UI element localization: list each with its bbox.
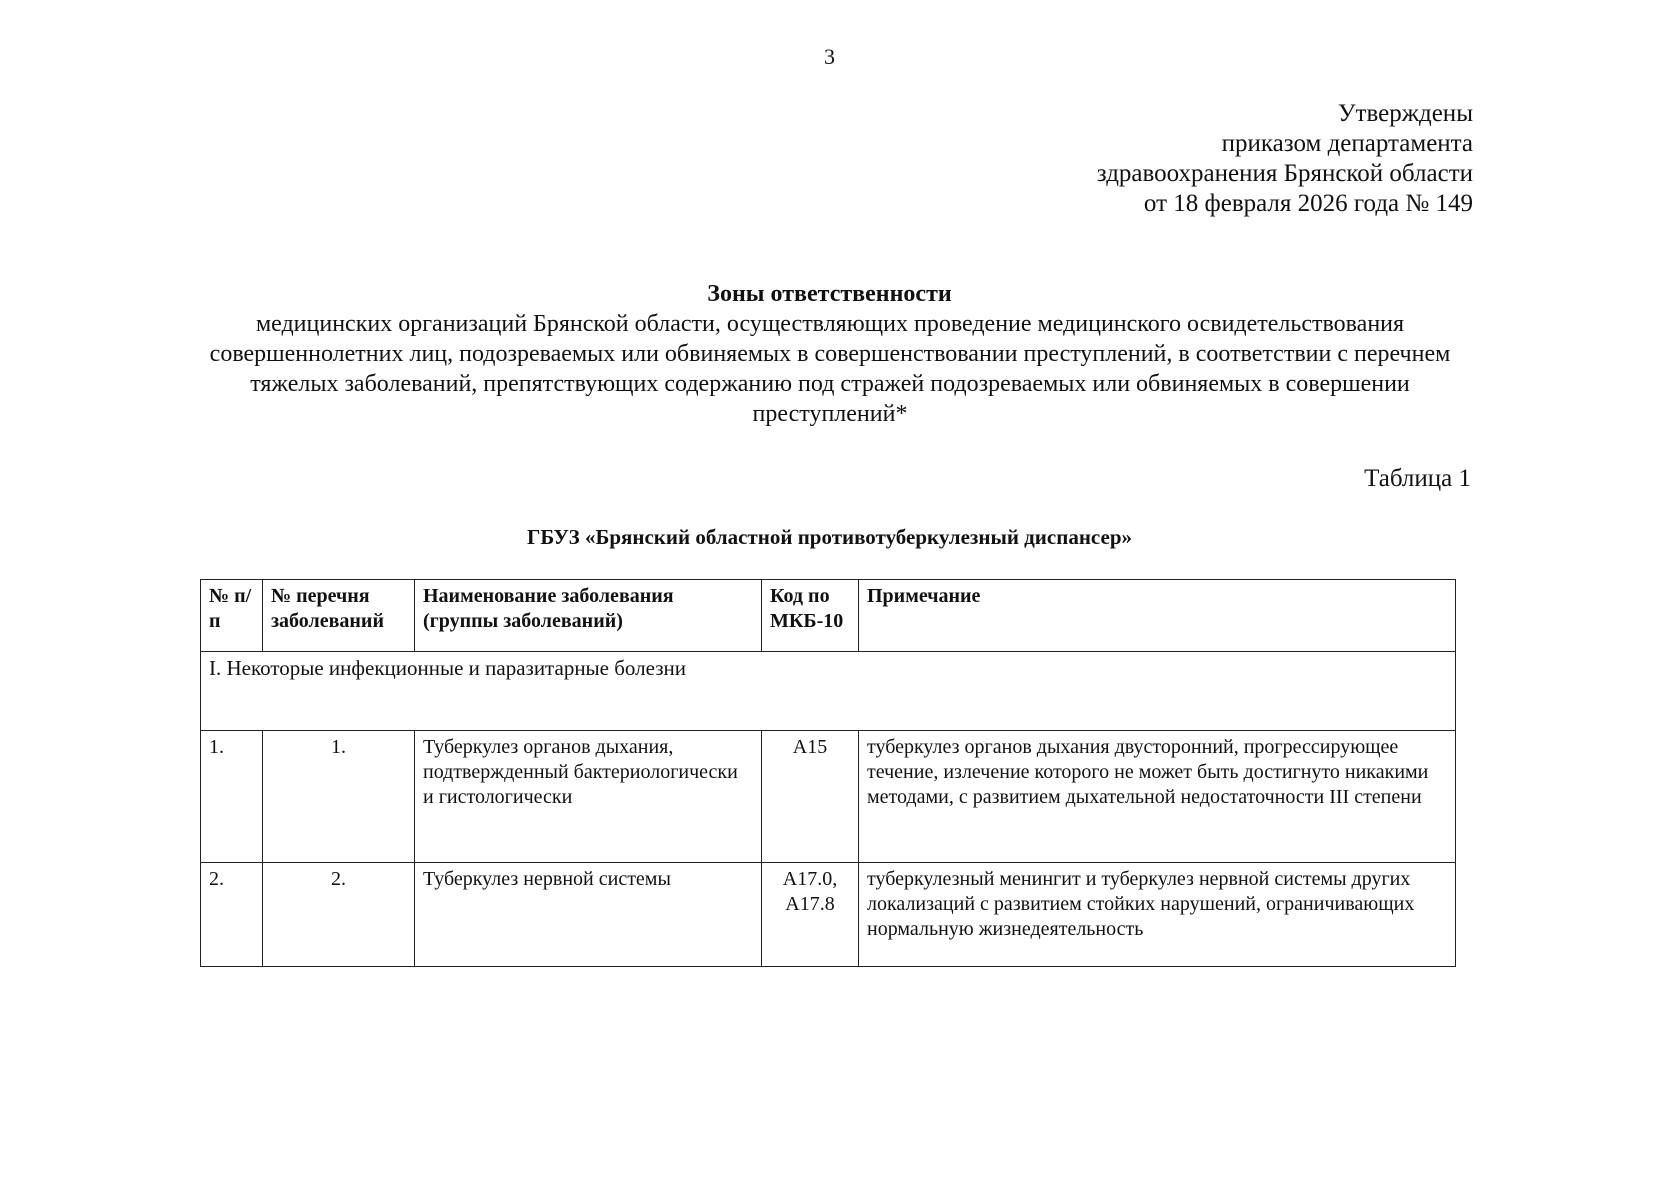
document-subtitle: медицинских организаций Брянской области, осуществляющих проведение медицинского освидетельствования совершеннолетних лиц, подозреваемых или обвиняемых в совершенствовании преступлений, в соответствии с перечнем тяжелых заболеваний, препятствующих содержанию под стражей подозреваемых или обвиняемых в совершении преступлений* — [209, 311, 1451, 427]
cell-icd: A15 — [762, 731, 859, 863]
table-row — [201, 731, 1456, 863]
approval-line: здравоохранения Брянской области — [1096, 160, 1473, 187]
table-header-row — [201, 580, 1456, 652]
cell-list-num: 1. — [263, 731, 415, 863]
diseases-table — [200, 579, 1456, 967]
approval-line: приказом департамента — [1221, 130, 1473, 157]
cell-list-num: 2. — [263, 863, 415, 967]
section-row — [201, 652, 1456, 731]
approval-line: от 18 февраля 2026 года № 149 — [1143, 190, 1473, 217]
page-number: 3 — [824, 44, 835, 69]
header-num: № п/п — [201, 580, 263, 652]
cell-disease: Туберкулез нервной системы — [415, 863, 762, 967]
approval-line: Утверждены — [1337, 100, 1473, 127]
cell-icd: A17.0, A17.8 — [762, 863, 859, 967]
header-icd: Код по МКБ-10 — [762, 580, 859, 652]
cell-num: 2. — [201, 863, 263, 967]
section-title: I. Некоторые инфекционные и паразитарные болезни — [201, 652, 1456, 731]
table-label: Таблица 1 — [1364, 465, 1471, 492]
header-list-num: № перечня заболеваний — [263, 580, 415, 652]
table-row — [201, 863, 1456, 967]
document-title: Зоны ответственности — [707, 281, 952, 307]
approval-block — [1097, 99, 1473, 219]
organization-name: ГБУЗ «Брянский областной противотуберкулезный диспансер» — [526, 525, 1133, 549]
cell-note: туберкулезный менингит и туберкулез нервной системы других локализаций с развитием стойких нарушений, ограничивающих нормальную жизнедеятельность — [859, 863, 1456, 967]
cell-num: 1. — [201, 731, 263, 863]
cell-note: туберкулез органов дыхания двусторонний, прогрессирующее течение, излечение которого не может быть достигнуто никакими методами, с развитием дыхательной недостаточности III степени — [859, 731, 1456, 863]
header-note: Примечание — [859, 580, 1456, 652]
header-disease: Наименование заболевания (группы заболеваний) — [415, 580, 762, 652]
cell-disease: Туберкулез органов дыхания, подтвержденный бактериологически и гистологически — [415, 731, 762, 863]
